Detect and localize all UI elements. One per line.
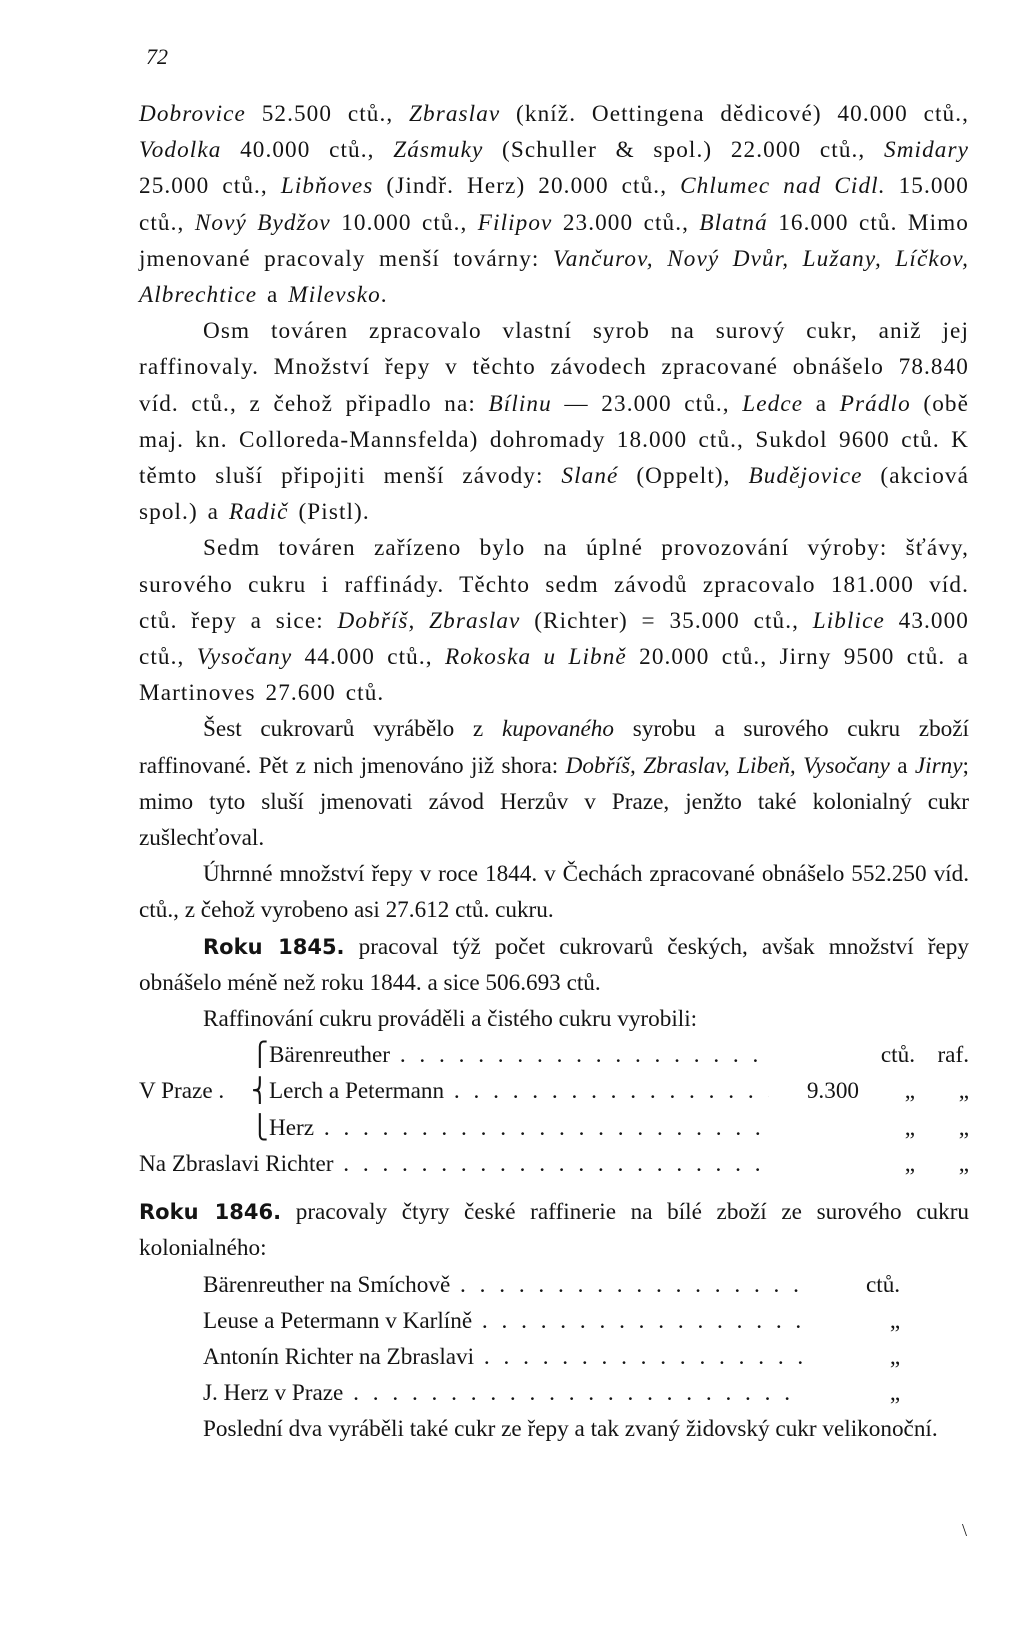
page-number: 72 [146,44,168,69]
cell-unit: ctů. [865,1271,901,1298]
text: (kníž. Oettingena dědicové) 40.000 ctů., [500,101,969,127]
leader-dots [472,1308,803,1334]
cell-name [203,1303,803,1339]
cell-empty [900,1267,969,1303]
cell-unit-2: raf. [937,1042,969,1069]
paragraph-factories [139,96,969,313]
paragraph-1846 [139,1194,969,1266]
place-chlumec: Chlumec nad Cidl. [680,173,886,200]
place-vodolka: Vodolka [139,137,222,164]
refinery-name: Lerch a Petermann [269,1078,445,1105]
paragraph-eight-factories [139,313,969,530]
text: 52.500 ctů., [245,101,410,127]
place-pradlo: Prádlo [839,390,911,417]
place-liblice: Liblice [812,607,885,634]
text: (Pistl). [288,499,370,526]
text: 44.000 ctů., [292,644,445,671]
cell-name [203,1339,803,1375]
text: syrobu a surového cukru zboží raffinované. Pět z nich jmenováno již shora: [139,716,969,779]
cell-name [269,1073,769,1109]
table-row [203,1339,969,1375]
text: 16.000 ctů. [767,209,908,236]
text: (Schuller & spol.) 22.000 ctů., [483,137,884,164]
cell-unit: „ [889,1380,901,1407]
place-jirny: Jirny [914,752,963,779]
places-small-factories: Vančurov, Nový Dvůr, Lužany, Líčkov, Albrechtice [139,245,969,309]
text: . [380,282,388,309]
leader-dots [474,1344,803,1370]
cell-prefix-zbraslav: Na Zbraslavi [139,1150,260,1177]
place-vysocany: Vysočany [196,644,293,671]
table-row [203,1267,969,1303]
refinery-name: Antonín Richter na Zbraslavi [203,1343,475,1370]
place-dobrovice: Dobrovice [139,101,246,127]
cell-empty [139,1110,251,1146]
text: Šest cukrovarů vyrábělo z [203,716,502,743]
refinery-name: Bärenreuther na Smíchově [203,1271,451,1298]
cell-name [269,1037,769,1073]
text: (obě maj. kn. Colloreda-Mannsfelda) dohromady 18.000 ctů., Sukdol 9600 ctů. K těmto sluší připojiti menší závody: [139,390,970,490]
cell-name [139,1146,769,1182]
place-slane: Slané [561,463,619,490]
paragraph-seven-factories [139,530,969,711]
brace-mark: ⎩ [251,1114,269,1141]
text: 20.000 ctů., Jirny 9500 ctů. a Martinoves 27.600 ctů. [139,644,969,707]
leader-dots [444,1078,769,1104]
stray-mark: \ [962,1520,968,1540]
text: a [257,282,289,309]
paragraph-total-1844: Úhrnné množství řepy v roce 1844. v Čechách zpracované obnášelo 552.250 víd. ctů., z čehož vyrobeno asi 27.612 ctů. cukru. [139,861,969,924]
paragraph-refining-intro: Raffinování cukru prováděli a čistého cukru vyrobili: [203,1006,698,1033]
paragraph-1845 [139,929,969,1001]
text: 43.000 ctů., [139,607,969,671]
cell-unit-2: „ [958,1150,969,1177]
text: ; mimo tyto sluší jmenovati závod Herzův v Praze, jenžto také kolonialný cukr zušlechťoval. [139,752,969,852]
place-blatna: Blatná [699,209,768,236]
leader-dots [450,1272,803,1298]
cell-unit: „ [904,1114,915,1141]
refinery-name: Bärenreuther [269,1042,391,1069]
place-rokoska: Rokoska u Libně [444,644,627,671]
place-zasmuky: Zásmuky [393,137,484,164]
year-1846: Roku 1846. [139,1200,282,1225]
place-smidary: Smidary [884,137,969,164]
cell-unit: „ [904,1078,915,1105]
text: Sedm továren zařízeno bylo na úplné provozování výroby: šťávy, surového cukru i raffinády. Těchto sedm závodů zpracovalo 181.000 víd. ctů. řepy a sice: [139,535,969,634]
text: — 23.000 ctů., [551,390,743,417]
text: pracovaly čtyry české raffinerie na bílé zboží ze surového cukru kolonialného: [139,1199,970,1262]
cell-unit: ctů. [880,1042,915,1069]
table-row [139,1146,969,1182]
emphasis-kupovaneho: kupovaného [501,716,614,743]
text: (akciová spol.) a [139,463,969,526]
table-row [139,1073,969,1109]
table-row [139,1110,969,1146]
cell-value [769,1146,859,1182]
leader-dots [390,1042,769,1068]
place-milevsko: Milevsko [288,282,381,309]
text: Mimo jmenované pracovaly menší továrny: [139,209,969,272]
brace-mark: ⎨ [251,1078,269,1105]
place-budejovice: Budějovice [748,463,863,490]
brace-mark: ⎧ [251,1042,269,1069]
table-row [203,1303,969,1339]
leader-dots [333,1151,769,1177]
table-refineries-1846 [203,1267,969,1412]
place-novy-bydzov: Nový Bydžov [194,209,331,236]
text: Osm továren zpracovalo vlastní syrob na surový cukr, aniž jej raffinovaly. Množství řepy v těchto závodech zpracované obnášelo 78.840 víd. ctů., z čehož připadlo na: [139,318,969,417]
text: (Oppelt), [618,463,749,490]
cell-value [769,1110,859,1146]
text: 25.000 ctů., [139,173,281,200]
refinery-name: Herz [269,1114,315,1141]
text: pracoval týž počet cukrovarů českých, avšak množství řepy obnášelo méně než roku 1844. a sice 506.693 ctů. [139,933,969,996]
text: 15.000 ctů., [139,173,969,236]
cell-name [269,1110,769,1146]
cell-prefix-praha: V Praze . [139,1078,225,1105]
paragraph-final: Poslední dva vyráběli také cukr ze řepy a tak zvaný židovský cukr velikonoční. [203,1416,938,1443]
text: (Richter) = 35.000 ctů., [520,607,813,634]
cell-empty [139,1037,251,1073]
places-refineries: Dobříš, Zbraslav, Libeň, Vysočany [565,752,890,779]
text: 40.000 ctů., [221,137,394,164]
place-dobris-zbraslav: Dobříš, Zbraslav [337,607,521,634]
year-1845: Roku 1845. [203,934,345,959]
cell-unit-2: „ [958,1114,969,1141]
place-zbraslav: Zbraslav [409,101,501,127]
cell-empty [900,1375,969,1411]
text: (Jindř. Herz) 20.000 ctů., [373,173,681,200]
leader-dots [314,1115,769,1141]
cell-value [769,1037,859,1073]
cell-value: 9.300 [806,1078,859,1105]
text: a [889,752,915,779]
text: a [803,390,840,417]
place-libnoves: Libňoves [280,173,374,200]
cell-unit: „ [889,1307,901,1334]
place-filipov: Filipov [477,209,553,236]
page-body [139,96,969,1448]
table-row [203,1375,969,1411]
cell-unit: „ [904,1150,915,1177]
refinery-name: Richter [265,1150,334,1177]
table-row [139,1037,969,1073]
place-bilina: Bílinu [488,390,552,417]
refinery-name: Leuse a Petermann v Karlíně [203,1307,473,1334]
place-radic: Radič [228,499,289,526]
text: 23.000 ctů., [552,209,700,236]
table-refineries-1845 [139,1037,969,1182]
cell-name [203,1375,803,1411]
cell-empty [900,1303,969,1339]
cell-unit: „ [889,1343,901,1370]
text: 10.000 ctů., [330,209,478,236]
refinery-name: J. Herz v Praze [203,1380,344,1407]
paragraph-six-refineries [139,711,969,856]
cell-name [203,1267,803,1303]
cell-empty [900,1339,969,1375]
place-ledce: Ledce [742,390,804,417]
cell-unit-2: „ [958,1078,969,1105]
leader-dots [343,1380,803,1406]
